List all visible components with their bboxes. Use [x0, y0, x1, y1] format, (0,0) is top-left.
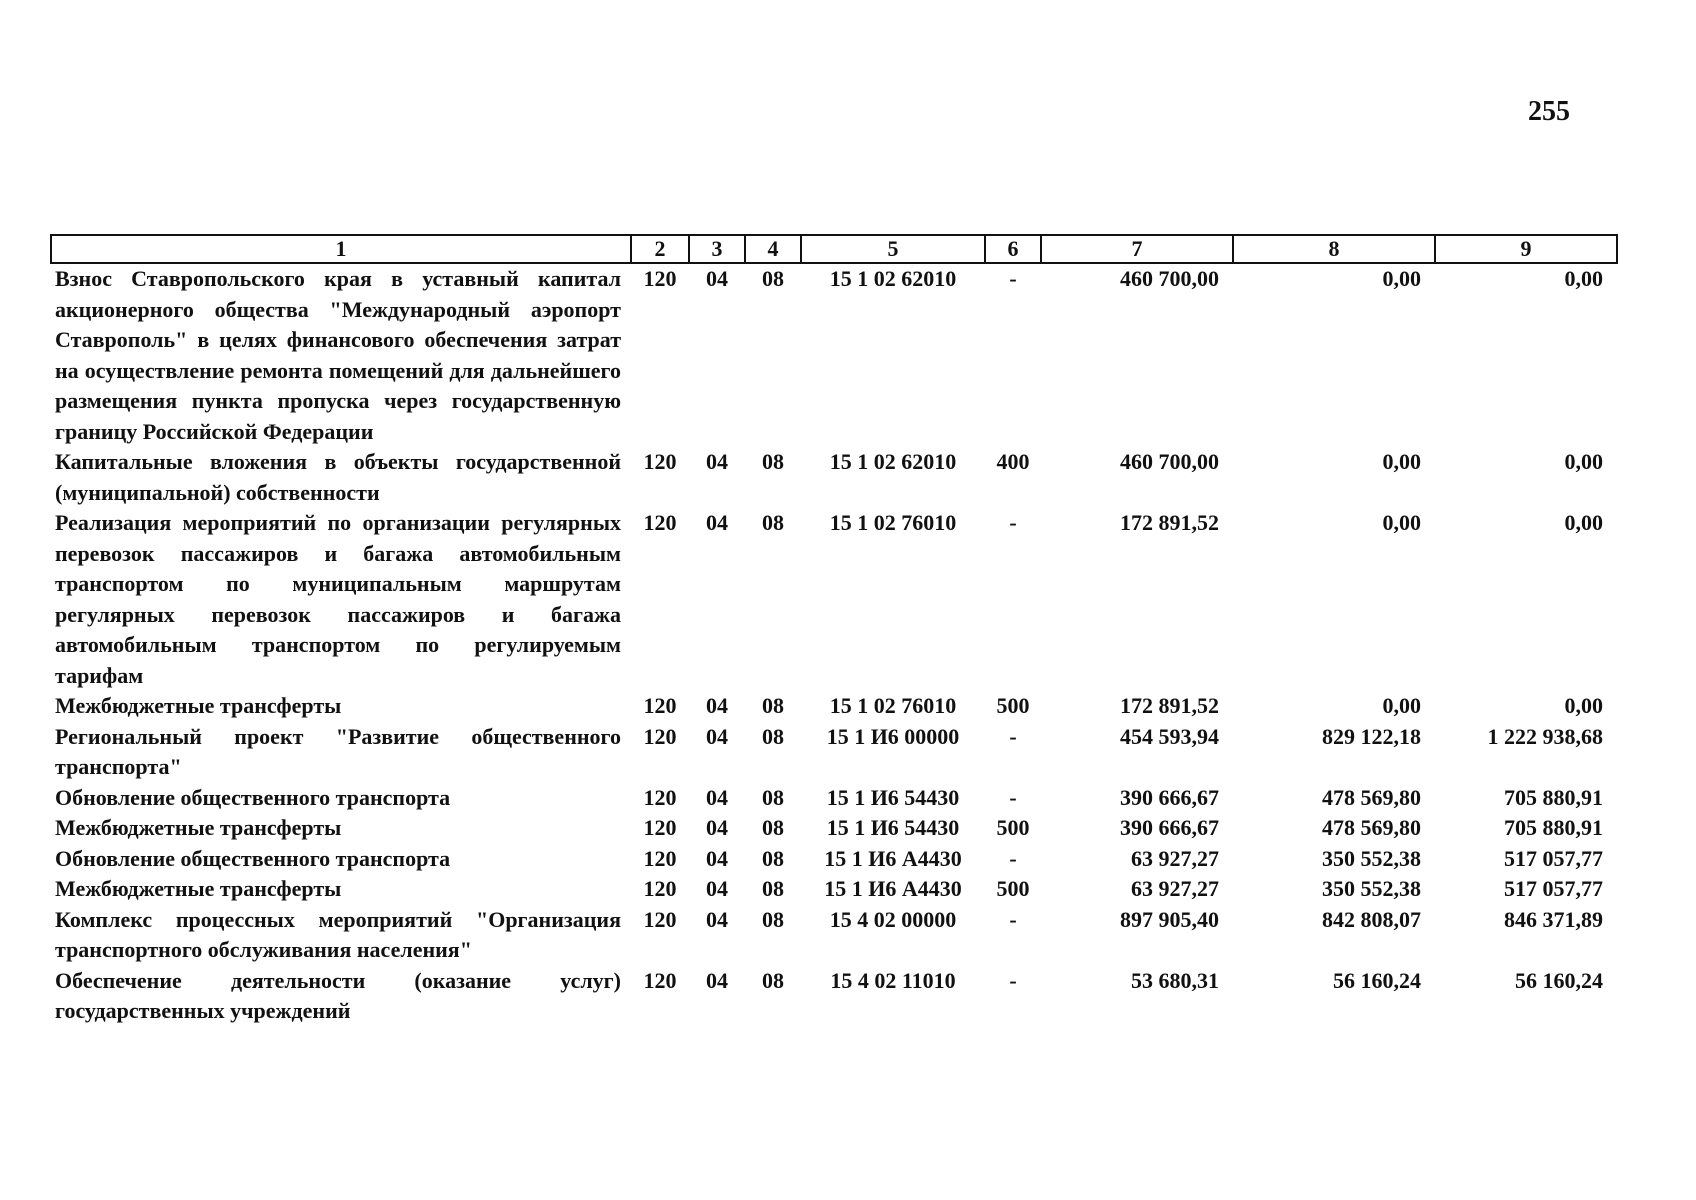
row-amount-7-cell: 460 700,00 [1120, 449, 1219, 474]
row-amount-7-cell: 460 700,00 [1120, 266, 1219, 291]
row-name-cell: Обновление общественного транспорта [55, 784, 451, 810]
header-cell: 4 [745, 235, 801, 263]
row-amount-7-cell: 172 891,52 [1120, 693, 1219, 718]
row-code-5-cell: 15 1 И6 А4430 [824, 845, 962, 871]
row-code-2-cell: 120 [643, 266, 677, 291]
row-code-2-cell: 120 [643, 845, 677, 871]
row-code-4-cell: 08 [762, 266, 784, 291]
header-cell: 2 [631, 235, 689, 263]
row-amount-8-cell: 842 808,07 [1322, 906, 1421, 932]
row-code-3-cell: 04 [706, 815, 728, 840]
row-code-6-cell: - [1009, 967, 1017, 993]
budget-table [50, 234, 1618, 1027]
page-number: 255 [1528, 96, 1570, 127]
row-code-2-cell: 120 [643, 510, 677, 535]
row-code-5-cell: 15 1 И6 А4430 [824, 876, 962, 901]
row-amount-7-cell: 63 927,27 [1131, 876, 1219, 901]
row-amount-7-cell: 53 680,31 [1131, 967, 1219, 993]
row-code-3-cell: 04 [706, 906, 728, 932]
row-code-5-cell: 15 1 02 76010 [829, 510, 957, 535]
row-code-4-cell: 08 [762, 876, 784, 901]
table-row [51, 905, 1617, 966]
row-amount-9-cell: 517 057,77 [1504, 845, 1603, 871]
row-code-4-cell: 08 [762, 906, 784, 932]
row-amount-9-cell: 0,00 [1564, 449, 1603, 474]
row-amount-9-cell: 0,00 [1564, 693, 1603, 718]
row-code-2-cell: 120 [643, 693, 677, 718]
row-amount-9-cell: 517 057,77 [1504, 876, 1603, 901]
row-code-5-cell: 15 1 И6 54430 [826, 784, 960, 810]
row-code-4-cell: 08 [762, 784, 784, 810]
row-code-4-cell: 08 [762, 449, 784, 474]
row-code-3-cell: 04 [706, 266, 728, 291]
row-code-4-cell: 08 [762, 723, 784, 749]
row-code-4-cell: 08 [762, 845, 784, 871]
row-code-3-cell: 04 [706, 510, 728, 535]
row-code-6-cell: - [1009, 784, 1017, 810]
header-cell: 8 [1233, 235, 1435, 263]
table-row [51, 844, 1617, 875]
table-row [51, 508, 1617, 691]
row-code-5-cell: 15 4 02 00000 [829, 906, 957, 932]
row-amount-8-cell: 0,00 [1382, 266, 1421, 291]
table-row [51, 966, 1617, 1027]
row-code-6-cell: - [1009, 723, 1017, 749]
row-amount-8-cell: 350 552,38 [1322, 876, 1421, 901]
row-code-4-cell: 08 [762, 815, 784, 840]
row-code-2-cell: 120 [643, 876, 677, 901]
row-amount-7-cell: 63 927,27 [1131, 845, 1219, 871]
table-row [51, 447, 1617, 508]
row-name-cell: Межбюджетные трансферты [55, 876, 342, 901]
row-amount-8-cell: 0,00 [1382, 449, 1421, 474]
row-code-6-cell: - [1009, 906, 1017, 932]
row-code-2-cell: 120 [643, 906, 677, 932]
row-name-cell: Реализация мероприятий по организации регулярных перевозок пассажиров и багажа автомобильным транспортом по муниципальным маршрутам регулярных перевозок пассажиров и багажа автомобильным транспортом по регулируемым тарифам [55, 510, 621, 688]
row-code-3-cell: 04 [706, 693, 728, 718]
row-amount-8-cell: 478 569,80 [1322, 815, 1421, 840]
row-name-cell: Взнос Ставропольского края в уставный капитал акционерного общества "Международный аэропорт Ставрополь" в целях финансового обеспечения затрат на осуществление ремонта помещений для дальнейшего размещения пункта пропуска через государственную границу Российской Федерации [55, 266, 621, 444]
row-code-5-cell: 15 1 И6 00000 [826, 723, 960, 749]
row-amount-7-cell: 390 666,67 [1120, 784, 1219, 810]
header-cell: 3 [689, 235, 745, 263]
row-amount-7-cell: 172 891,52 [1120, 510, 1219, 535]
row-code-2-cell: 120 [643, 723, 677, 749]
row-amount-8-cell: 350 552,38 [1322, 845, 1421, 871]
row-code-5-cell: 15 1 И6 54430 [826, 815, 960, 840]
row-amount-7-cell: 454 593,94 [1120, 723, 1219, 749]
row-name-cell: Межбюджетные трансферты [55, 815, 342, 840]
row-code-5-cell: 15 4 02 11010 [830, 967, 956, 993]
row-amount-8-cell: 829 122,18 [1322, 723, 1421, 749]
row-amount-9-cell: 846 371,89 [1504, 906, 1603, 932]
row-code-2-cell: 120 [643, 784, 677, 810]
header-cell: 5 [801, 235, 985, 263]
row-name-cell: Капитальные вложения в объекты государственной (муниципальной) собственности [55, 449, 621, 505]
row-code-3-cell: 04 [706, 449, 728, 474]
row-amount-9-cell: 0,00 [1564, 510, 1603, 535]
header-cell: 6 [985, 235, 1041, 263]
row-code-3-cell: 04 [706, 784, 728, 810]
header-cell: 9 [1435, 235, 1617, 263]
row-amount-8-cell: 0,00 [1382, 693, 1421, 718]
row-name-cell: Межбюджетные трансферты [55, 693, 342, 718]
row-amount-7-cell: 390 666,67 [1120, 815, 1219, 840]
row-name-cell: Обеспечение деятельности (оказание услуг) государственных учреждений [55, 967, 621, 1023]
row-code-4-cell: 08 [762, 967, 784, 993]
row-code-6-cell: - [1009, 510, 1017, 535]
row-code-2-cell: 120 [643, 967, 677, 993]
row-code-5-cell: 15 1 02 62010 [829, 266, 957, 291]
row-code-3-cell: 04 [706, 723, 728, 749]
table-row [51, 263, 1617, 447]
row-amount-9-cell: 705 880,91 [1504, 815, 1603, 840]
table-row [51, 783, 1617, 814]
row-code-6-cell: 500 [996, 693, 1030, 718]
row-amount-9-cell: 1 222 938,68 [1487, 723, 1603, 749]
row-amount-9-cell: 56 160,24 [1515, 967, 1603, 993]
row-code-2-cell: 120 [643, 815, 677, 840]
row-amount-8-cell: 56 160,24 [1333, 967, 1421, 993]
table-row [51, 813, 1617, 844]
row-name-cell: Комплекс процессных мероприятий "Организация транспортного обслуживания населения" [55, 906, 621, 962]
table-header-row [51, 235, 1617, 263]
row-amount-9-cell: 0,00 [1564, 266, 1603, 291]
table-row [51, 874, 1617, 905]
row-amount-9-cell: 705 880,91 [1504, 784, 1603, 810]
row-code-4-cell: 08 [762, 510, 784, 535]
row-amount-8-cell: 0,00 [1382, 510, 1421, 535]
table-row [51, 691, 1617, 722]
row-name-cell: Региональный проект "Развитие общественного транспорта" [55, 723, 621, 779]
row-code-4-cell: 08 [762, 693, 784, 718]
row-code-3-cell: 04 [706, 967, 728, 993]
row-code-2-cell: 120 [643, 449, 677, 474]
row-code-6-cell: 400 [996, 449, 1030, 474]
row-amount-8-cell: 478 569,80 [1322, 784, 1421, 810]
row-code-5-cell: 15 1 02 76010 [829, 693, 957, 718]
row-code-3-cell: 04 [706, 876, 728, 901]
row-code-6-cell: - [1009, 845, 1017, 871]
table-row [51, 722, 1617, 783]
row-code-6-cell: 500 [996, 876, 1030, 901]
header-cell: 7 [1041, 235, 1233, 263]
row-amount-7-cell: 897 905,40 [1120, 906, 1219, 932]
row-code-6-cell: - [1009, 266, 1017, 291]
row-code-6-cell: 500 [996, 815, 1030, 840]
row-code-5-cell: 15 1 02 62010 [829, 449, 957, 474]
row-code-3-cell: 04 [706, 845, 728, 871]
row-name-cell: Обновление общественного транспорта [55, 845, 451, 871]
header-cell: 1 [51, 235, 631, 263]
